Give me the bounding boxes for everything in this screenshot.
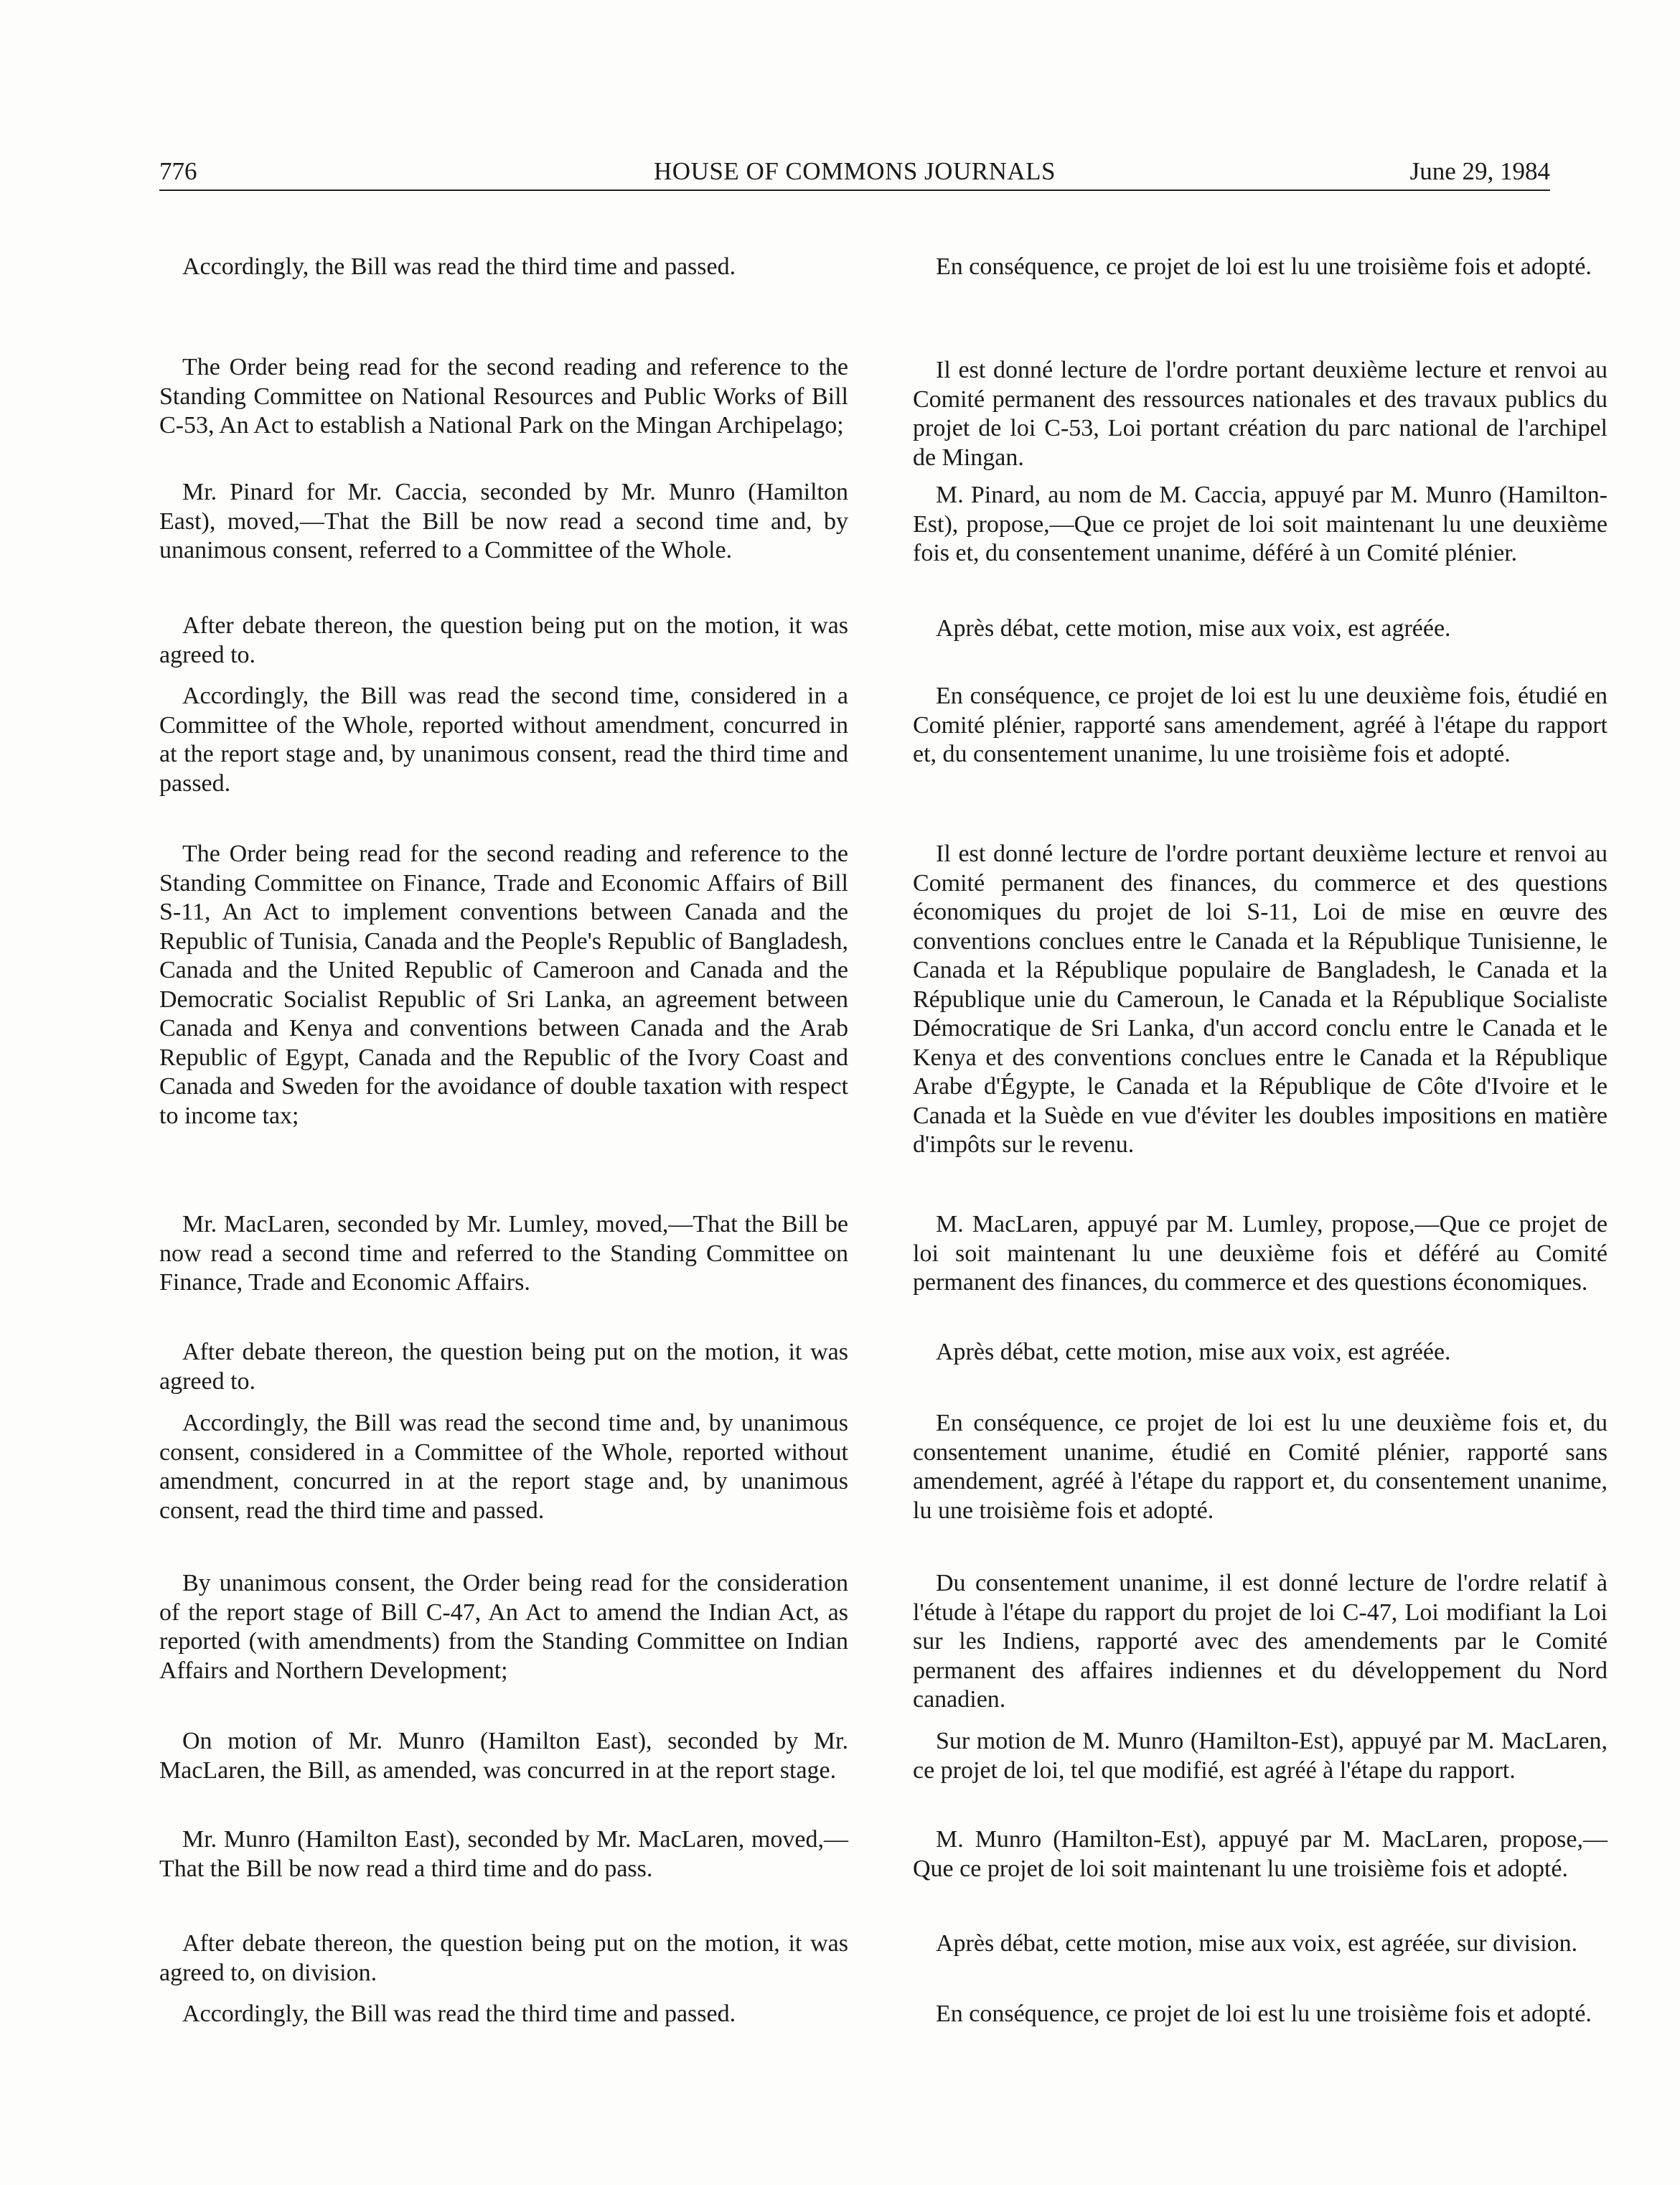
en-paragraph-10: By unanimous consent, the Order being read for the consideration of the report stage of Bill C-47, An Act to amend the Indian Act, as reported (with amendments) from the Standing Committee on Indian Affairs and Northern Development;	[159, 1570, 848, 1684]
page-header	[159, 154, 1550, 191]
en-paragraph-1: Accordingly, the Bill was read the third time and passed.	[182, 253, 736, 280]
en-paragraph-12: Mr. Munro (Hamilton East), seconded by Mr. MacLaren, moved,—That the Bill be now read a third time and do pass.	[159, 1826, 848, 1882]
fr-paragraph-12: M. Munro (Hamilton-Est), appuyé par M. MacLaren, propose,—Que ce projet de loi soit maintenant lu une troisième fois et adopté.	[913, 1826, 1608, 1882]
en-paragraph-6: The Order being read for the second reading and reference to the Standing Committee on Finance, Trade and Economic Affairs of Bill S-11, An Act to implement conventions between Canada and the Republic of Tunisia, Canada and the People's Republic of Bangladesh, Canada and the United Republic of Cameroon and Canada and the Democratic Socialist Republic of Sri Lanka, an agreement between Canada and Kenya and conventions between Canada and the Arab Republic of Egypt, Canada and the Republic of the Ivory Coast and Canada and Sweden for the avoidance of double taxation with respect to income tax;	[159, 841, 848, 1129]
fr-paragraph-11: Sur motion de M. Munro (Hamilton-Est), appuyé par M. MacLaren, ce projet de loi, tel que modifié, est agréé à l'étape du rapport.	[913, 1728, 1608, 1784]
fr-paragraph-1: En conséquence, ce projet de loi est lu une troisième fois et adopté.	[936, 253, 1592, 280]
en-paragraph-8: After debate thereon, the question being put on the motion, it was agreed to.	[159, 1339, 848, 1395]
en-paragraph-14: Accordingly, the Bill was read the third time and passed.	[182, 2001, 736, 2027]
page-number: 776	[159, 157, 197, 185]
en-paragraph-7: Mr. MacLaren, seconded by Mr. Lumley, moved,—That the Bill be now read a second time and referred to the Standing Committee on Finance, Trade and Economic Affairs.	[159, 1211, 848, 1296]
en-paragraph-11: On motion of Mr. Munro (Hamilton East), seconded by Mr. MacLaren, the Bill, as amended, was concurred in at the report stage.	[159, 1728, 848, 1784]
fr-paragraph-6: Il est donné lecture de l'ordre portant deuxième lecture et renvoi au Comité permanent des finances, du commerce et des questions économiques du projet de loi S-11, Loi de mise en œuvre des conventions conclues entre le Canada et la République Tunisienne, le Canada et la République populaire de Bangladesh, le Canada et la République unie du Cameroun, le Canada et la République Socialiste Démocratique de Sri Lanka, d'un accord conclu entre le Canada et le Kenya et des conventions conclues entre le Canada et la République Arabe d'Égypte, le Canada et la République de Côte d'Ivoire et le Canada et la Suède en vue d'éviter les doubles impositions en matière d'impôts sur le revenu.	[913, 841, 1608, 1158]
journal-title: HOUSE OF COMMONS JOURNALS	[654, 157, 1056, 185]
fr-paragraph-3: M. Pinard, au nom de M. Caccia, appuyé par M. Munro (Hamilton-Est), propose,—Que ce projet de loi soit maintenant lu une deuxième fois et, du consentement unanime, déféré à un Comité plénier.	[913, 482, 1608, 566]
en-paragraph-9: Accordingly, the Bill was read the second time and, by unanimous consent, considered in a Committee of the Whole, reported without amendment, concurred in at the report stage and, by unanimous consent, read the third time and passed.	[159, 1410, 848, 1524]
fr-paragraph-10: Du consentement unanime, il est donné lecture de l'ordre relatif à l'étude à l'étape du rapport du projet de loi C-47, Loi modifiant la Loi sur les Indiens, rapporté avec des amendements par le Comité permanent des affaires indiennes et du développement du Nord canadien.	[913, 1570, 1608, 1713]
en-paragraph-5: Accordingly, the Bill was read the second time, considered in a Committee of the Whole, reported without amendment, concurred in at the report stage and, by unanimous consent, read the third time and passed.	[159, 683, 848, 797]
fr-paragraph-8: Après débat, cette motion, mise aux voix, est agréée.	[936, 1339, 1451, 1365]
fr-paragraph-7: M. MacLaren, appuyé par M. Lumley, propose,—Que ce projet de loi soit maintenant lu une deuxième fois et déféré au Comité permanent des finances, du commerce et des questions économiques.	[913, 1211, 1608, 1296]
en-paragraph-3: Mr. Pinard for Mr. Caccia, seconded by Mr. Munro (Hamilton East), moved,—That the Bill be now read a second time and, by unanimous consent, referred to a Committee of the Whole.	[159, 479, 848, 563]
fr-paragraph-2: Il est donné lecture de l'ordre portant deuxième lecture et renvoi au Comité permanent des ressources nationales et des travaux publics du projet de loi C-53, Loi portant création du parc national de l'archipel de Mingan.	[913, 357, 1608, 471]
journal-date: June 29, 1984	[1409, 157, 1550, 185]
fr-paragraph-14: En conséquence, ce projet de loi est lu une troisième fois et adopté.	[936, 2001, 1592, 2027]
en-paragraph-4: After debate thereon, the question being put on the motion, it was agreed to.	[159, 612, 848, 668]
fr-paragraph-13: Après débat, cette motion, mise aux voix, est agréée, sur division.	[936, 1930, 1578, 1957]
fr-paragraph-9: En conséquence, ce projet de loi est lu une deuxième fois et, du consentement unanime, étudié en Comité plénier, rapporté sans amendement, agréé à l'étape du rapport et, du consentement unanime, lu une troisième fois et adopté.	[913, 1410, 1608, 1524]
en-paragraph-13: After debate thereon, the question being put on the motion, it was agreed to, on division.	[159, 1930, 848, 1986]
en-paragraph-2: The Order being read for the second reading and reference to the Standing Committee on National Resources and Public Works of Bill C-53, An Act to establish a National Park on the Mingan Archipelago;	[159, 354, 848, 439]
fr-paragraph-5: En conséquence, ce projet de loi est lu une deuxième fois, étudié en Comité plénier, rapporté sans amendement, agréé à l'étape du rapport et, du consentement unanime, lu une troisième fois et adopté.	[913, 683, 1608, 767]
fr-paragraph-4: Après débat, cette motion, mise aux voix, est agréée.	[936, 615, 1451, 642]
